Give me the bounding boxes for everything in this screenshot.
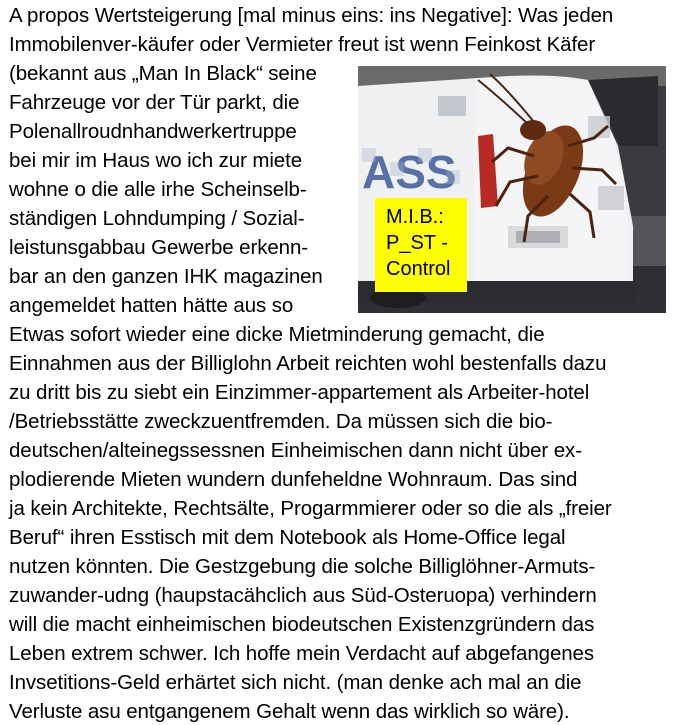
text-line: leistunsgabbau Gewerbe erkenn- — [9, 236, 308, 259]
text-line: will die macht einheimischen biodeutschen Existenzgründern das — [9, 613, 595, 636]
text-line: bei mir im Haus wo ich zur miete — [9, 149, 302, 172]
text-line: Polenallroudnhandwerkertruppe — [9, 120, 297, 143]
mib-label-box — [375, 198, 467, 292]
text-line: A propos Wertsteigerung [mal minus eins: ins Negative]: Was jeden — [9, 4, 614, 27]
mib-label-line: Control — [386, 258, 451, 280]
text-line: Etwas sofort wieder eine dicke Mietminderung gemacht, die — [9, 323, 545, 346]
text-line: Fahrzeuge vor der Tür parkt, die — [9, 91, 300, 114]
text-line: Verluste asu entgangenem Gehalt wenn das wirklich so wäre). — [9, 700, 570, 723]
van-lettering: ASS — [362, 146, 457, 198]
text-line: Immobilenver-käufer oder Vermieter freut ist wenn Feinkost Käfer — [9, 33, 596, 56]
mib-label-line: M.I.B.: — [386, 206, 444, 228]
text-line: angemeldet hatten hätte aus so — [9, 294, 294, 317]
text-line: zuwander-udng (haupstacähclich aus Süd-Osteruopa) verhindern — [9, 584, 597, 607]
text-line: deutschen/alteinegssessnen Einheimischen dann nicht über ex- — [9, 439, 582, 462]
text-line: nutzen könnten. Die Gestzgebung die solche Billiglöhner-Armuts- — [9, 555, 596, 578]
text-line: Beruf“ ihren Esstisch mit dem Notebook als Home-Office legal — [9, 526, 566, 549]
text-line: Invsetitions-Geld erhärtet sich nicht. (man denke ach mal an die — [9, 671, 582, 694]
text-line: plodierende Mieten wundern dunfeheldne Wohnraum. Das sind — [9, 468, 578, 491]
text-line: ja kein Architekte, Rechtsälte, Progarmmierer oder so die als „freier — [9, 497, 612, 520]
text-line: wohne o die alle irhe Scheinselb- — [9, 178, 307, 201]
text-line: zu dritt bis zu siebt ein Einzimmer-appartement als Arbeiter-hotel — [9, 381, 590, 404]
text-line: /Betriebsstätte zweckzuentfremden. Da müssen sich die bio- — [9, 410, 553, 433]
mib-label-line: P_ST - — [386, 232, 448, 254]
text-line: Einnahmen aus der Billiglohn Arbeit reichten wohl bestenfalls dazu — [9, 352, 607, 375]
text-line: (bekannt aus „Man In Black“ seine — [9, 62, 317, 85]
text-line: bar an den ganzen IHK magazinen — [9, 265, 323, 288]
text-line: Leben extrem schwer. Ich hoffe mein Verdacht auf abgefangenes — [9, 642, 594, 665]
text-line: ständigen Lohndumping / Sozial- — [9, 207, 305, 230]
